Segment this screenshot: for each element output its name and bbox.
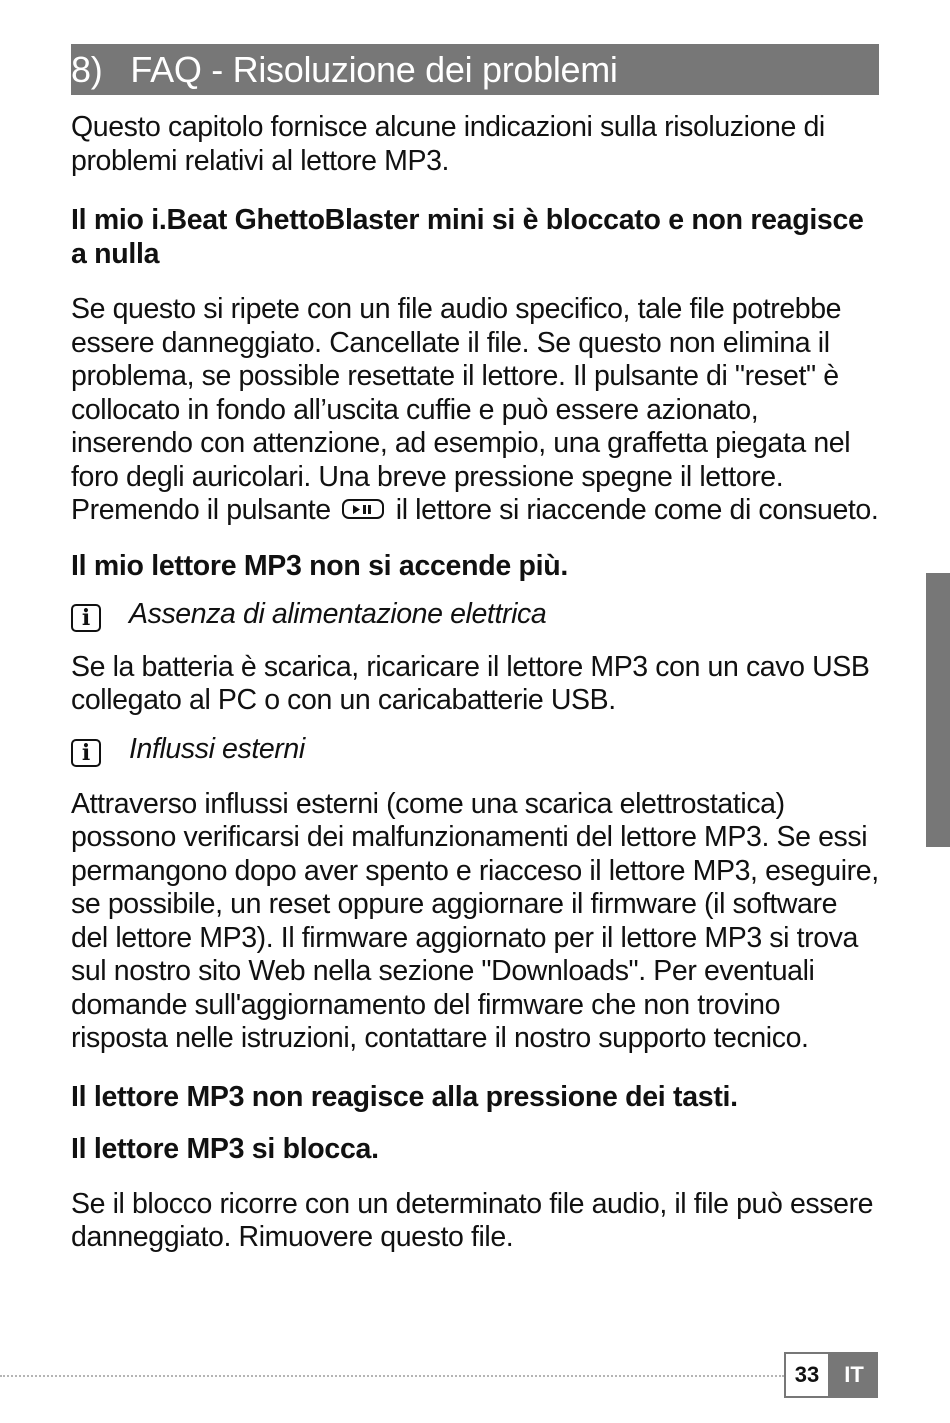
chapter-number: 8) <box>71 48 103 90</box>
faq-answer-1 <box>71 293 879 528</box>
info-note-text: Influssi esterni <box>129 733 305 765</box>
faq-question-1: Il mio i.Beat GhettoBlaster mini si è bloccato e non reagisce a nulla <box>71 204 864 270</box>
chapter-header <box>71 44 879 95</box>
intro-paragraph: Questo capitolo fornisce alcune indicazioni sulla risoluzione di problemi relativi al lettore MP3. <box>71 111 825 177</box>
info-note-text: Assenza di alimentazione elettrica <box>129 598 547 630</box>
language-badge: IT <box>830 1352 878 1398</box>
play-pause-icon <box>342 499 384 519</box>
faq-page <box>71 44 879 1255</box>
faq-answer-4: Se il blocco ricorre con un determinato file audio, il file può essere danneggiato. Rimuovere questo file. <box>71 1187 874 1253</box>
answer-text-before-icon: Se questo si ripete con un file audio specifico, tale file potrebbe essere danneggiato. Cancellate il file. Se questo non elimina il problema, se possible resettate il lettore. Il pulsante di "reset" è collocato in fondo all’uscita cuffie e può essere azionato, inserendo con attenzione, ad esempio, una graffetta piegata nel foro degli auricolari. Una breve pressione spegne il lettore. Premendo il pulsante <box>71 293 851 526</box>
faq-answer-2a: Se la batteria è scarica, ricaricare il lettore MP3 con un cavo USB collegato al PC o con un caricabatterie USB. <box>71 650 870 716</box>
chapter-title <box>71 49 618 91</box>
faq-question-2: Il mio lettore MP3 non si accende più. <box>71 549 568 582</box>
info-note-1 <box>71 597 879 633</box>
info-icon: i <box>71 739 101 767</box>
info-note-2 <box>71 732 879 768</box>
chapter-title-text: FAQ - Risoluzione dei problemi <box>130 48 618 90</box>
chapter-side-tab <box>926 573 950 847</box>
faq-question-4: Il lettore MP3 si blocca. <box>71 1132 379 1165</box>
info-icon: i <box>71 604 101 632</box>
faq-question-3: Il lettore MP3 non reagisce alla pressione dei tasti. <box>71 1080 738 1113</box>
page-number: 33 <box>784 1352 830 1398</box>
faq-answer-2b: Attraverso influssi esterni (come una scarica elettrostatica) possono verificarsi dei malfunzionamenti del lettore MP3. Se essi permangono dopo aver spento e riacceso il lettore MP3, eseguire, se possibile, un reset oppure aggiornare il firmware (il software del lettore MP3). Il firmware aggiornato per il lettore MP3 si trova sul nostro sito Web nella sezione "Downloads". Per eventuali domande sull'aggiornamento del firmware che non trovino risposta nelle istruzioni, contattare il nostro supporto tecnico. <box>71 787 879 1054</box>
footer-divider <box>0 1375 784 1377</box>
answer-text-after-icon: il lettore si riaccende come di consueto. <box>388 494 879 526</box>
